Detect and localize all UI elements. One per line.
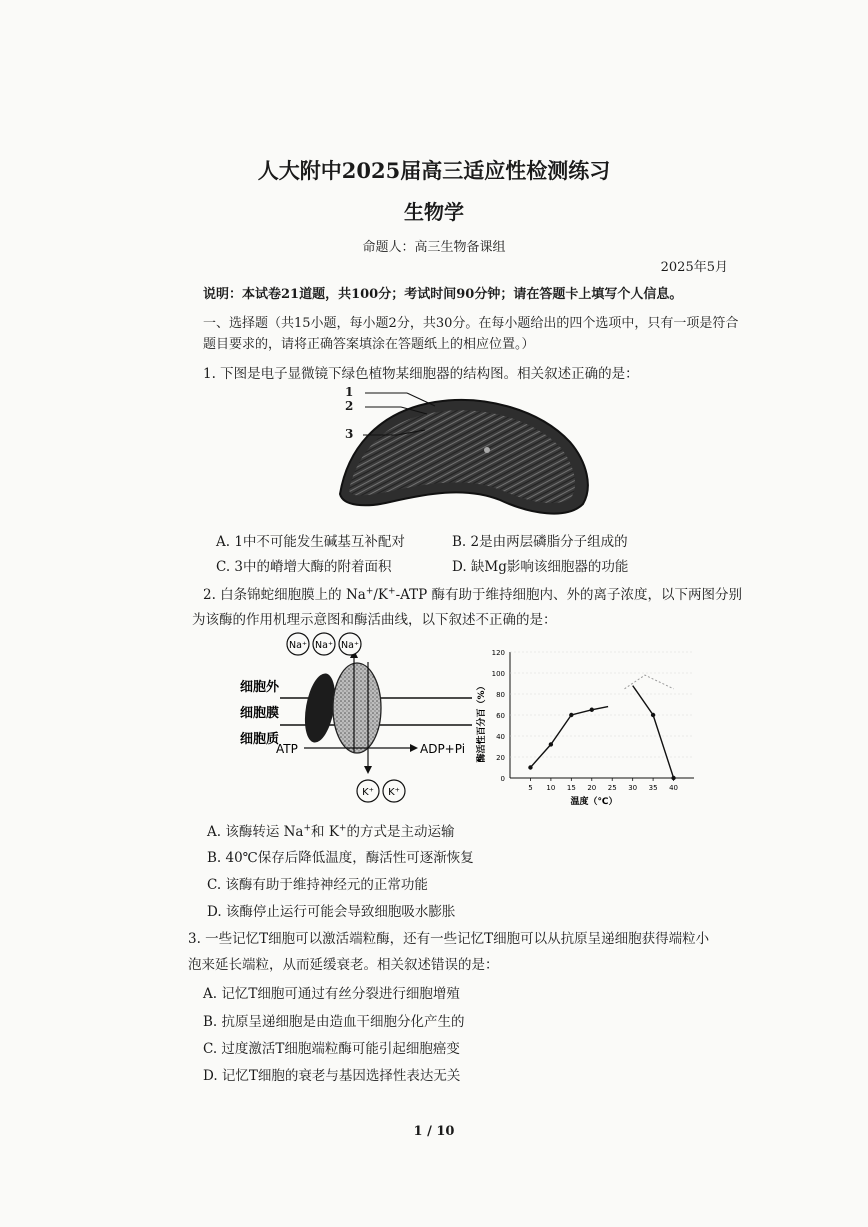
question-1-stem: 1. 下图是电子显微镜下绿色植物某细胞器的结构图。相关叙述正确的是： [203, 366, 639, 382]
chart-x-tick-label: 25 [607, 784, 617, 792]
k-ion-1: K⁺ [362, 787, 374, 798]
chart-y-tick-label: 100 [491, 670, 505, 678]
chart-x-tick-label: 30 [628, 784, 638, 792]
subject-title: 生物学 [404, 200, 464, 224]
q1-option-d: D. 缺Mg影响该细胞器的功能 [452, 559, 629, 575]
chart-x-tick-label: 10 [546, 784, 556, 792]
chart-y-tick-label: 20 [496, 754, 505, 762]
q2-option-c: C. 该酶有助于维持神经元的正常功能 [207, 877, 428, 893]
chart-y-tick-label: 80 [496, 691, 505, 699]
k-ion-group [357, 780, 405, 802]
na-ion-3: Na⁺ [341, 640, 359, 651]
label-adp: ADP+Pi [420, 742, 466, 756]
chart-x-tick-label: 15 [566, 784, 576, 792]
q3-option-a: A. 记忆T细胞可通过有丝分裂进行细胞增殖 [203, 986, 460, 1002]
chart-y-tick-label: 60 [496, 712, 505, 720]
label-membrane: 细胞膜 [240, 706, 280, 721]
q2-option-b: B. 40℃保存后降低温度，酶活性可逐渐恢复 [207, 850, 474, 866]
question-3-stem-line2: 泡来延长端粒，从而延缓衰老。相关叙述错误的是： [188, 957, 499, 973]
enzyme-activity-chart [472, 644, 702, 810]
chart-x-tick-label: 40 [669, 784, 679, 792]
chart-x-tick-label: 20 [587, 784, 597, 792]
chart-y-tick-label: 120 [491, 649, 505, 657]
label-3: 3 [345, 427, 354, 441]
question-2-stem-line1: 2. 白条锦蛇细胞膜上的 Na+/K+-ATP 酶有助于维持细胞内、外的离子浓度，以下两图分别 [203, 586, 743, 603]
section-heading: 一、选择题（共15小题，每小题2分，共30分。在每小题给出的四个选项中，只有一项是符合题目要求的，请将正确答案填涂在答题纸上的相应位置。） [203, 316, 739, 352]
q3-option-d: D. 记忆T细胞的衰老与基因选择性表达无关 [203, 1068, 461, 1084]
q1-option-b: B. 2是由两层磷脂分子组成的 [452, 534, 628, 550]
q3-option-c: C. 过度激活T细胞端粒酶可能引起细胞癌变 [203, 1041, 460, 1057]
label-2: 2 [345, 399, 354, 413]
chart-data-point [549, 742, 553, 746]
exam-title: 人大附中2025届高三适应性检测练习 [257, 158, 611, 183]
chart-x-tick-label: 35 [648, 784, 658, 792]
organelle-micrograph [335, 382, 600, 524]
chart-y-tick-label: 40 [496, 733, 505, 741]
page-number: 1 / 10 [413, 1124, 455, 1139]
na-k-pump-diagram [236, 628, 476, 806]
exam-instructions: 说明：本试卷21道题，共100分；考试时间90分钟；请在答题卡上填写个人信息。 [203, 287, 683, 302]
question-3-stem-line1: 3. 一些记忆T细胞可以激活端粒酶，还有一些记忆T细胞可以从抗原呈递细胞获得端粒小 [188, 931, 710, 947]
chart-data-point [569, 713, 573, 717]
author-line: 命题人：高三生物备课组 [362, 240, 506, 255]
na-ion-1: Na⁺ [289, 640, 307, 651]
chart-data-point [671, 776, 675, 780]
k-ion-2: K⁺ [388, 787, 400, 798]
chart-y-tick-label: 0 [500, 775, 505, 783]
chart-series-line [625, 675, 674, 689]
q1-option-a: A. 1中不可能发生碱基互补配对 [216, 534, 405, 550]
chart-y-axis-label: 酶活性百分百（%） [477, 681, 487, 763]
plastoglobule [484, 447, 490, 453]
q1-option-c: C. 3中的嵴增大酶的附着面积 [216, 559, 392, 575]
chart-x-tick-label: 5 [528, 784, 533, 792]
chart-data-point [528, 765, 532, 769]
q2-option-d: D. 该酶停止运行可能会导致细胞吸水膨胀 [207, 904, 456, 920]
chart-x-axis-label: 温度（℃） [570, 797, 618, 807]
chart-series-line [633, 686, 674, 778]
chart-series-line [530, 707, 608, 768]
label-1: 1 [345, 385, 354, 399]
q3-option-b: B. 抗原呈递细胞是由造血干细胞分化产生的 [203, 1014, 465, 1030]
na-ion-group [287, 633, 361, 655]
question-2-stem-line2: 为该酶的作用机理示意图和酶活曲线，以下叙述不正确的是： [192, 612, 557, 628]
label-inside: 细胞质 [240, 732, 280, 747]
label-atp: ATP [276, 742, 298, 756]
label-outside: 细胞外 [240, 680, 280, 695]
q2-option-a: A. 该酶转运 Na+和 K+的方式是主动运输 [207, 823, 455, 840]
chart-data-point [651, 713, 655, 717]
chart-data-point [590, 708, 594, 712]
exam-date: 2025年5月 [660, 260, 728, 275]
na-ion-2: Na⁺ [315, 640, 333, 651]
na-k-atpase-protein [333, 663, 381, 753]
